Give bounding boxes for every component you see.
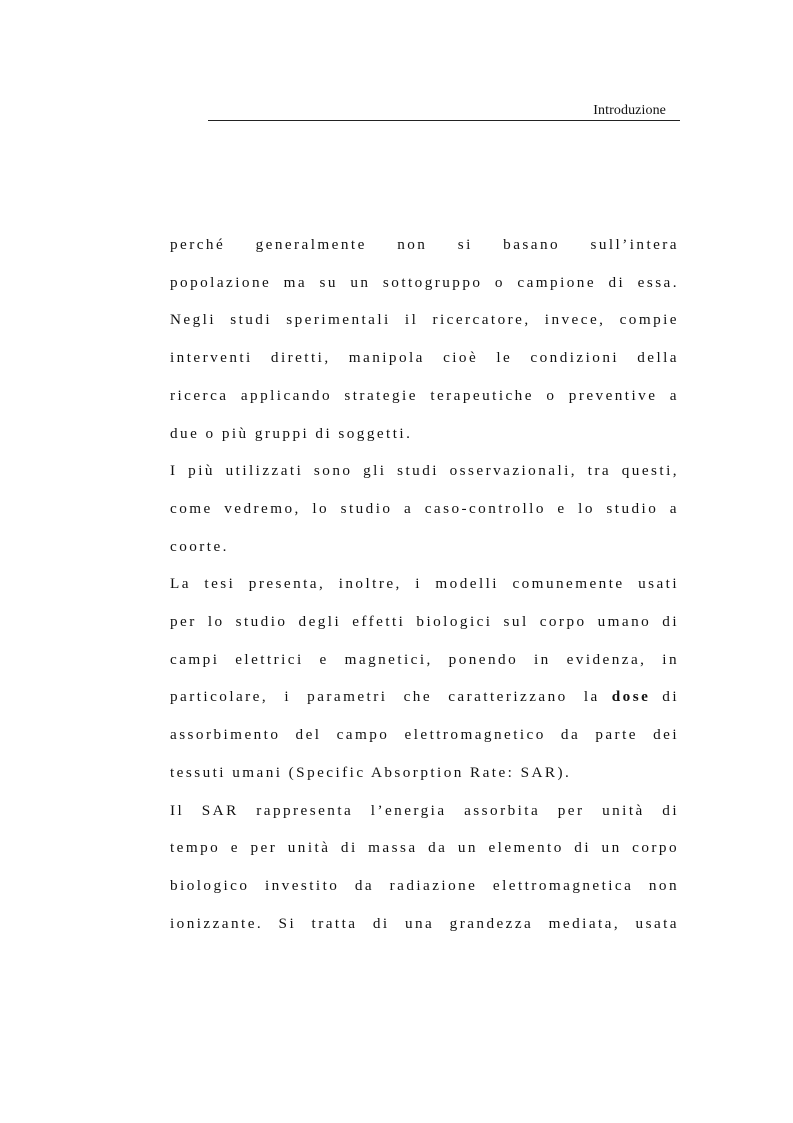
text-line: La tesi presenta, inoltre, i modelli comunemente usati	[170, 575, 679, 593]
text-line: Negli studi sperimentali il ricercatore, invece, compie	[170, 311, 679, 329]
page-header	[208, 100, 680, 121]
text-line: perché generalmente non si basano sull’intera	[170, 236, 679, 253]
text-line: tessuti umani (Specific Absorption Rate: SAR).	[170, 763, 572, 781]
text-line: Il SAR rappresenta l’energia assorbita per unità di	[170, 801, 679, 819]
word: che	[403, 688, 433, 706]
text-line: tempo e per unità di massa da un elemento di un corpo	[170, 839, 679, 857]
text-line: ricerca applicando strategie terapeutiche o preventive a	[170, 386, 679, 404]
text-line: interventi diretti, manipola cioè le condizioni della	[170, 349, 679, 367]
text-line: biologico investito da radiazione elettromagnetica non	[170, 876, 679, 894]
text-line: ionizzante. Si tratta di una grandezza mediata, usata	[170, 914, 679, 932]
text-segment: di	[662, 688, 679, 706]
word: la	[583, 688, 600, 706]
text-line: assorbimento del campo elettromagnetico da parte dei	[170, 726, 679, 744]
emphasis-dose: dose	[611, 688, 651, 706]
word: parametri	[307, 688, 388, 706]
word: particolare,	[170, 688, 269, 706]
text-line: popolazione ma su un sottogruppo o campione di essa.	[170, 273, 679, 291]
text-segment	[170, 678, 600, 716]
text-line: campi elettrici e magnetici, ponendo in evidenza, in	[170, 650, 679, 668]
text-line: I più utilizzati sono gli studi osservazionali, tra questi,	[170, 462, 679, 480]
text-line: come vedremo, lo studio a caso-controllo e lo studio a	[170, 499, 679, 517]
body-text	[170, 226, 679, 942]
word: i	[284, 688, 291, 706]
word: caratterizzano	[448, 688, 568, 706]
text-line: per lo studio degli effetti biologici sul corpo umano di	[170, 613, 679, 631]
text-line-with-emphasis	[170, 678, 679, 716]
text-line: coorte.	[170, 537, 229, 555]
text-line: due o più gruppi di soggetti.	[170, 424, 413, 442]
header-title: Introduzione	[593, 103, 666, 118]
